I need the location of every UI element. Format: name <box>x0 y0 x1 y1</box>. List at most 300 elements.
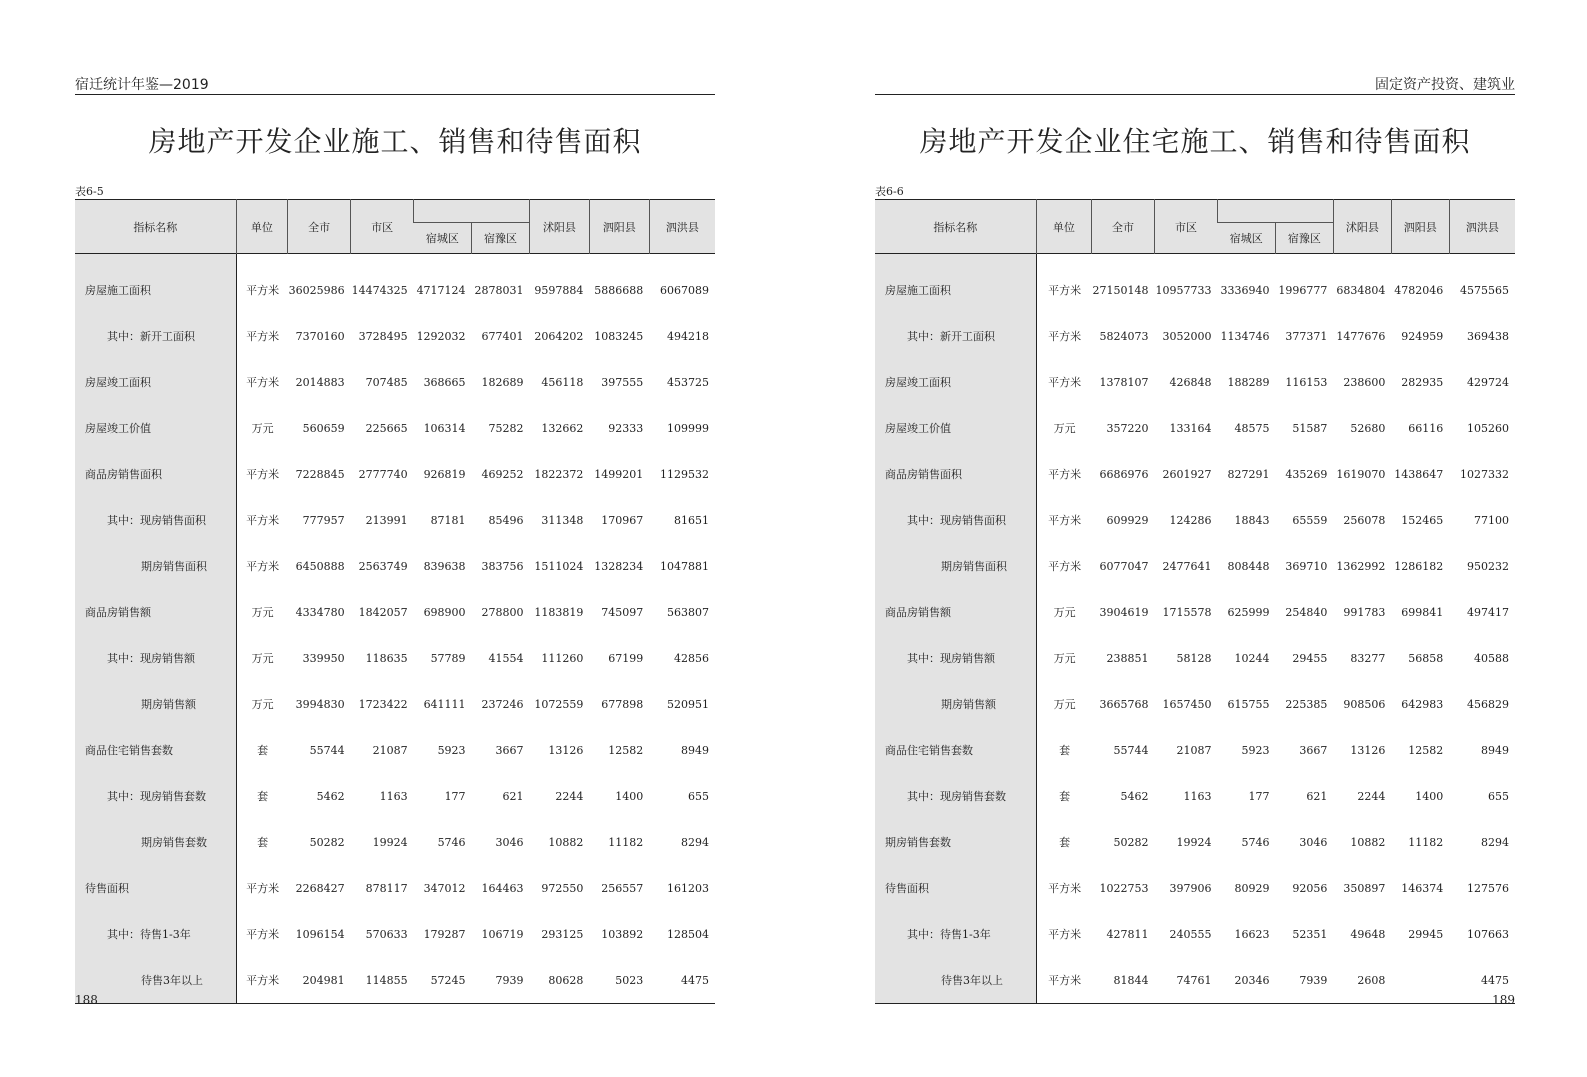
cell-value: 6686976 <box>1099 467 1149 481</box>
row-unit: 平方米 <box>1048 974 1082 987</box>
cell-value: 36025986 <box>288 283 345 297</box>
cell-value: 92333 <box>608 421 644 435</box>
table-row <box>875 681 1515 727</box>
cell-value: 132662 <box>541 421 584 435</box>
cell-value: 655 <box>688 789 709 803</box>
cell-value: 5923 <box>1241 743 1270 757</box>
running-header: 固定资产投资、建筑业 <box>875 74 1515 95</box>
cell-value: 677898 <box>601 697 644 711</box>
cell-value: 4334780 <box>295 605 345 619</box>
cell-value: 3336940 <box>1220 283 1270 297</box>
cell-value: 3052000 <box>1162 329 1212 343</box>
cell-value: 1047881 <box>660 559 709 573</box>
cell-value: 2601927 <box>1162 467 1212 481</box>
page-number: 189 <box>1492 993 1515 1007</box>
col-header-siyang: 泗阳县 <box>589 200 649 254</box>
cell-value: 5023 <box>615 973 644 987</box>
col-header-sucheng: 宿城区 <box>414 223 472 254</box>
col-header-district: 市区 <box>1155 200 1218 254</box>
cell-value: 369710 <box>1285 559 1328 573</box>
cell-value: 152465 <box>1401 513 1444 527</box>
cell-value: 5746 <box>1241 835 1270 849</box>
cell-value: 278800 <box>481 605 524 619</box>
cell-value: 1996777 <box>1278 283 1328 297</box>
cell-value: 1027332 <box>1460 467 1509 481</box>
cell-value: 106314 <box>423 421 466 435</box>
cell-value: 1619070 <box>1336 467 1386 481</box>
cell-value: 21087 <box>1176 743 1212 757</box>
cell-value: 429724 <box>1467 375 1509 389</box>
cell-value: 81844 <box>1113 973 1149 987</box>
cell-value: 27150148 <box>1092 283 1149 297</box>
cell-value: 642983 <box>1401 697 1444 711</box>
row-unit: 万元 <box>1053 606 1076 619</box>
cell-value: 827291 <box>1227 467 1270 481</box>
cell-value: 2014883 <box>295 375 345 389</box>
row-label: 其中：待售1-3年 <box>75 911 236 957</box>
col-header-shuyang: 沭阳县 <box>1333 200 1391 254</box>
row-unit: 平方米 <box>1048 928 1082 941</box>
cell-value: 51587 <box>1292 421 1328 435</box>
cell-value: 240555 <box>1169 927 1212 941</box>
cell-value: 5824073 <box>1099 329 1149 343</box>
cell-value: 50282 <box>309 835 345 849</box>
cell-value: 369438 <box>1467 329 1509 343</box>
cell-value: 182689 <box>481 375 524 389</box>
row-label: 其中：新开工面积 <box>875 313 1036 359</box>
cell-value: 6834804 <box>1336 283 1386 297</box>
cell-value: 55744 <box>309 743 345 757</box>
table-row <box>875 635 1515 681</box>
cell-value: 13126 <box>548 743 584 757</box>
row-unit: 平方米 <box>246 514 280 527</box>
table-row <box>75 865 715 911</box>
table-row <box>75 819 715 865</box>
cell-value: 107663 <box>1467 927 1509 941</box>
col-header-name: 指标名称 <box>875 200 1036 254</box>
cell-value: 2563749 <box>358 559 408 573</box>
cell-value: 124286 <box>1169 513 1212 527</box>
cell-value: 1096154 <box>295 927 345 941</box>
cell-value: 6067089 <box>660 283 709 297</box>
cell-value: 926819 <box>423 467 466 481</box>
cell-value: 83277 <box>1350 651 1386 665</box>
row-label: 商品住宅销售套数 <box>75 727 236 773</box>
cell-value: 641111 <box>423 697 466 711</box>
cell-value: 80929 <box>1234 881 1270 895</box>
cell-value: 3667 <box>1299 743 1328 757</box>
cell-value: 9597884 <box>534 283 584 297</box>
table-row <box>75 911 715 957</box>
cell-value: 520951 <box>667 697 709 711</box>
row-label: 其中：待售1-3年 <box>875 911 1036 957</box>
cell-value: 5746 <box>437 835 466 849</box>
row-label: 房屋竣工面积 <box>875 359 1036 405</box>
cell-value: 621 <box>1306 789 1328 803</box>
cell-value: 56858 <box>1408 651 1444 665</box>
col-header-shuyang: 沭阳县 <box>530 200 590 254</box>
cell-value: 7939 <box>1299 973 1328 987</box>
table-row <box>875 819 1515 865</box>
cell-value: 21087 <box>372 743 408 757</box>
cell-value: 75282 <box>488 421 524 435</box>
row-unit: 平方米 <box>246 974 280 987</box>
cell-value: 80628 <box>548 973 584 987</box>
cell-value: 5462 <box>316 789 345 803</box>
cell-value: 238600 <box>1343 375 1386 389</box>
cell-value: 339950 <box>302 651 345 665</box>
table-row <box>875 497 1515 543</box>
running-header: 宿迁统计年鉴—2019 <box>75 74 715 95</box>
cell-value: 74761 <box>1176 973 1212 987</box>
cell-value: 6450888 <box>295 559 345 573</box>
right-page <box>875 0 1515 1077</box>
cell-value: 7370160 <box>295 329 345 343</box>
col-header-sihong: 泗洪县 <box>649 200 715 254</box>
cell-value: 29455 <box>1292 651 1328 665</box>
cell-value: 3904619 <box>1099 605 1149 619</box>
cell-value: 42856 <box>674 651 709 665</box>
cell-value: 29945 <box>1408 927 1444 941</box>
cell-value: 238851 <box>1106 651 1149 665</box>
table-row <box>75 635 715 681</box>
cell-value: 3665768 <box>1099 697 1149 711</box>
table-number: 表6-6 <box>875 185 904 198</box>
row-unit: 套 <box>1059 744 1071 757</box>
cell-value: 1328234 <box>594 559 644 573</box>
row-label: 其中：现房销售额 <box>875 635 1036 681</box>
row-unit: 万元 <box>251 422 274 435</box>
cell-value: 177 <box>444 789 466 803</box>
table-row <box>75 405 715 451</box>
cell-value: 49648 <box>1350 927 1386 941</box>
row-label: 其中：现房销售套数 <box>875 773 1036 819</box>
cell-value: 2244 <box>1357 789 1386 803</box>
cell-value: 426848 <box>1169 375 1212 389</box>
cell-value: 282935 <box>1401 375 1444 389</box>
cell-value: 170967 <box>601 513 644 527</box>
cell-value: 13126 <box>1350 743 1386 757</box>
cell-value: 350897 <box>1343 881 1386 895</box>
row-unit: 万元 <box>1053 422 1076 435</box>
cell-value: 204981 <box>302 973 345 987</box>
row-unit: 平方米 <box>246 882 280 895</box>
cell-value: 12582 <box>608 743 644 757</box>
row-label: 待售3年以上 <box>875 957 1036 1004</box>
table-row <box>875 727 1515 773</box>
cell-value: 254840 <box>1285 605 1328 619</box>
table-row <box>75 727 715 773</box>
row-label: 其中：现房销售面积 <box>75 497 236 543</box>
row-unit: 平方米 <box>1048 882 1082 895</box>
col-header-siyang: 泗阳县 <box>1391 200 1449 254</box>
cell-value: 1163 <box>379 789 408 803</box>
cell-value: 105260 <box>1467 421 1509 435</box>
table-row <box>75 254 715 314</box>
cell-value: 625999 <box>1227 605 1270 619</box>
row-label: 待售3年以上 <box>75 957 236 1004</box>
row-unit: 万元 <box>1053 698 1076 711</box>
cell-value: 109999 <box>667 421 709 435</box>
table-row <box>75 957 715 1004</box>
col-header-sucheng: 宿城区 <box>1218 223 1276 254</box>
cell-value: 92056 <box>1292 881 1328 895</box>
cell-value: 3046 <box>1299 835 1328 849</box>
left-page <box>75 0 715 1077</box>
cell-value: 58128 <box>1176 651 1212 665</box>
cell-value: 2477641 <box>1162 559 1212 573</box>
col-header-suyu: 宿豫区 <box>472 223 530 254</box>
cell-value: 118635 <box>365 651 408 665</box>
cell-value: 1723422 <box>358 697 408 711</box>
row-unit: 平方米 <box>246 468 280 481</box>
table-row <box>875 543 1515 589</box>
row-unit: 套 <box>1059 836 1071 849</box>
cell-value: 563807 <box>667 605 709 619</box>
cell-value: 225665 <box>365 421 408 435</box>
cell-value: 16623 <box>1234 927 1270 941</box>
cell-value: 106719 <box>481 927 524 941</box>
cell-value: 52680 <box>1350 421 1386 435</box>
cell-value: 1842057 <box>358 605 408 619</box>
row-label: 商品房销售额 <box>75 589 236 635</box>
cell-value: 8294 <box>681 835 709 849</box>
cell-value: 11182 <box>608 835 644 849</box>
cell-value: 1715578 <box>1162 605 1212 619</box>
table-row <box>75 313 715 359</box>
cell-value: 52351 <box>1292 927 1328 941</box>
row-unit: 平方米 <box>1048 514 1082 527</box>
cell-value: 357220 <box>1106 421 1149 435</box>
cell-value: 4782046 <box>1394 283 1444 297</box>
row-unit: 平方米 <box>246 376 280 389</box>
table-row <box>875 359 1515 405</box>
cell-value: 347012 <box>423 881 466 895</box>
table-row <box>875 773 1515 819</box>
table-row <box>75 589 715 635</box>
table-row <box>875 589 1515 635</box>
cell-value: 161203 <box>667 881 709 895</box>
col-header-unit: 单位 <box>236 200 287 254</box>
cell-value: 4575565 <box>1460 283 1509 297</box>
cell-value: 1400 <box>615 789 644 803</box>
table-row <box>75 543 715 589</box>
row-unit: 套 <box>257 836 269 849</box>
cell-value: 878117 <box>365 881 408 895</box>
row-label: 其中：现房销售套数 <box>75 773 236 819</box>
row-unit: 套 <box>257 790 269 803</box>
cell-value: 427811 <box>1106 927 1149 941</box>
cell-value: 10244 <box>1234 651 1270 665</box>
row-label: 房屋竣工价值 <box>75 405 236 451</box>
cell-value: 1072559 <box>534 697 584 711</box>
cell-value: 114855 <box>365 973 408 987</box>
cell-value: 67199 <box>608 651 644 665</box>
cell-value: 4475 <box>681 973 709 987</box>
cell-value: 10882 <box>548 835 584 849</box>
table-row <box>75 773 715 819</box>
cell-value: 5886688 <box>594 283 644 297</box>
row-label: 期房销售套数 <box>75 819 236 865</box>
cell-value: 2064202 <box>534 329 584 343</box>
row-label: 商品房销售面积 <box>875 451 1036 497</box>
row-label: 期房销售额 <box>75 681 236 727</box>
cell-value: 1657450 <box>1162 697 1212 711</box>
row-unit: 平方米 <box>246 928 280 941</box>
col-header-city: 全市 <box>288 200 351 254</box>
row-unit: 平方米 <box>1048 284 1082 297</box>
cell-value: 50282 <box>1113 835 1149 849</box>
cell-value: 469252 <box>481 467 524 481</box>
cell-value: 698900 <box>423 605 466 619</box>
cell-value: 497417 <box>1467 605 1509 619</box>
row-unit: 万元 <box>251 652 274 665</box>
cell-value: 177 <box>1248 789 1270 803</box>
row-label: 商品房销售额 <box>875 589 1036 635</box>
cell-value: 1129532 <box>660 467 709 481</box>
col-header-spacer <box>414 200 530 223</box>
cell-value: 1134746 <box>1220 329 1270 343</box>
cell-value: 1499201 <box>594 467 644 481</box>
cell-value: 225385 <box>1285 697 1328 711</box>
cell-value: 77100 <box>1474 513 1509 527</box>
cell-value: 10957733 <box>1155 283 1212 297</box>
cell-value: 3046 <box>495 835 524 849</box>
cell-value: 6077047 <box>1099 559 1149 573</box>
col-header-district: 市区 <box>351 200 414 254</box>
cell-value: 808448 <box>1227 559 1270 573</box>
row-label: 待售面积 <box>875 865 1036 911</box>
table-row <box>875 957 1515 1004</box>
cell-value: 127576 <box>1467 881 1509 895</box>
table-row <box>75 451 715 497</box>
cell-value: 4475 <box>1481 973 1509 987</box>
col-header-suyu: 宿豫区 <box>1275 223 1333 254</box>
col-header-unit: 单位 <box>1036 200 1091 254</box>
row-unit: 平方米 <box>246 284 280 297</box>
row-unit: 万元 <box>251 606 274 619</box>
cell-value: 7228845 <box>295 467 345 481</box>
cell-value: 699841 <box>1401 605 1444 619</box>
table-body <box>875 254 1515 1004</box>
row-label: 期房销售套数 <box>875 819 1036 865</box>
table-row <box>875 911 1515 957</box>
cell-value: 839638 <box>423 559 466 573</box>
cell-value: 146374 <box>1401 881 1444 895</box>
cell-value: 383756 <box>481 559 524 573</box>
row-label: 房屋竣工面积 <box>75 359 236 405</box>
cell-value: 1400 <box>1415 789 1444 803</box>
cell-value: 116153 <box>1285 375 1328 389</box>
cell-value: 179287 <box>423 927 466 941</box>
cell-value: 2608 <box>1357 973 1386 987</box>
cell-value: 111260 <box>541 651 584 665</box>
row-label: 商品住宅销售套数 <box>875 727 1036 773</box>
cell-value: 1822372 <box>534 467 584 481</box>
cell-value: 55744 <box>1113 743 1149 757</box>
cell-value: 256078 <box>1343 513 1386 527</box>
cell-value: 456829 <box>1467 697 1509 711</box>
col-header-city: 全市 <box>1092 200 1155 254</box>
cell-value: 128504 <box>667 927 709 941</box>
row-label: 其中：现房销售面积 <box>875 497 1036 543</box>
cell-value: 1511024 <box>534 559 584 573</box>
cell-value: 5462 <box>1120 789 1149 803</box>
table-row <box>75 497 715 543</box>
cell-value: 1163 <box>1183 789 1212 803</box>
table-number: 表6-5 <box>75 185 104 198</box>
cell-value: 1083245 <box>594 329 644 343</box>
row-unit: 平方米 <box>1048 376 1082 389</box>
col-header-sihong: 泗洪县 <box>1449 200 1515 254</box>
cell-value: 560659 <box>302 421 345 435</box>
col-header-spacer <box>1218 200 1334 223</box>
table-row <box>875 865 1515 911</box>
row-label: 房屋施工面积 <box>875 254 1036 314</box>
cell-value: 456118 <box>541 375 584 389</box>
cell-value: 397906 <box>1169 881 1212 895</box>
row-unit: 平方米 <box>1048 560 1082 573</box>
cell-value: 87181 <box>430 513 466 527</box>
cell-value: 8949 <box>681 743 709 757</box>
cell-value: 435269 <box>1285 467 1328 481</box>
table-body <box>75 254 715 1004</box>
row-label: 房屋施工面积 <box>75 254 236 314</box>
row-unit: 套 <box>257 744 269 757</box>
cell-value: 368665 <box>423 375 466 389</box>
table-row <box>875 451 1515 497</box>
cell-value: 1477676 <box>1336 329 1386 343</box>
cell-value: 991783 <box>1343 605 1386 619</box>
cell-value: 18843 <box>1234 513 1270 527</box>
cell-value: 8949 <box>1481 743 1509 757</box>
cell-value: 85496 <box>488 513 524 527</box>
cell-value: 924959 <box>1401 329 1444 343</box>
table-row <box>75 359 715 405</box>
cell-value: 570633 <box>365 927 408 941</box>
cell-value: 1362992 <box>1336 559 1386 573</box>
cell-value: 615755 <box>1227 697 1270 711</box>
page-title: 房地产开发企业施工、销售和待售面积 <box>148 125 642 158</box>
cell-value: 10882 <box>1350 835 1386 849</box>
cell-value: 745097 <box>601 605 644 619</box>
cell-value: 237246 <box>481 697 524 711</box>
cell-value: 188289 <box>1227 375 1270 389</box>
cell-value: 1022753 <box>1099 881 1149 895</box>
cell-value: 677401 <box>481 329 524 343</box>
row-unit: 平方米 <box>246 560 280 573</box>
row-unit: 平方米 <box>246 330 280 343</box>
cell-value: 41554 <box>488 651 524 665</box>
row-label: 其中：现房销售额 <box>75 635 236 681</box>
cell-value: 2777740 <box>358 467 408 481</box>
cell-value <box>1391 957 1449 1004</box>
cell-value: 2244 <box>555 789 584 803</box>
cell-value: 57789 <box>430 651 466 665</box>
cell-value: 48575 <box>1234 421 1270 435</box>
row-label: 商品房销售面积 <box>75 451 236 497</box>
cell-value: 777957 <box>302 513 345 527</box>
cell-value: 3667 <box>495 743 524 757</box>
row-label: 期房销售面积 <box>75 543 236 589</box>
cell-value: 40588 <box>1474 651 1509 665</box>
row-unit: 万元 <box>251 698 274 711</box>
row-unit: 万元 <box>1053 652 1076 665</box>
cell-value: 256557 <box>601 881 644 895</box>
cell-value: 20346 <box>1234 973 1270 987</box>
cell-value: 8294 <box>1481 835 1509 849</box>
cell-value: 1286182 <box>1394 559 1444 573</box>
